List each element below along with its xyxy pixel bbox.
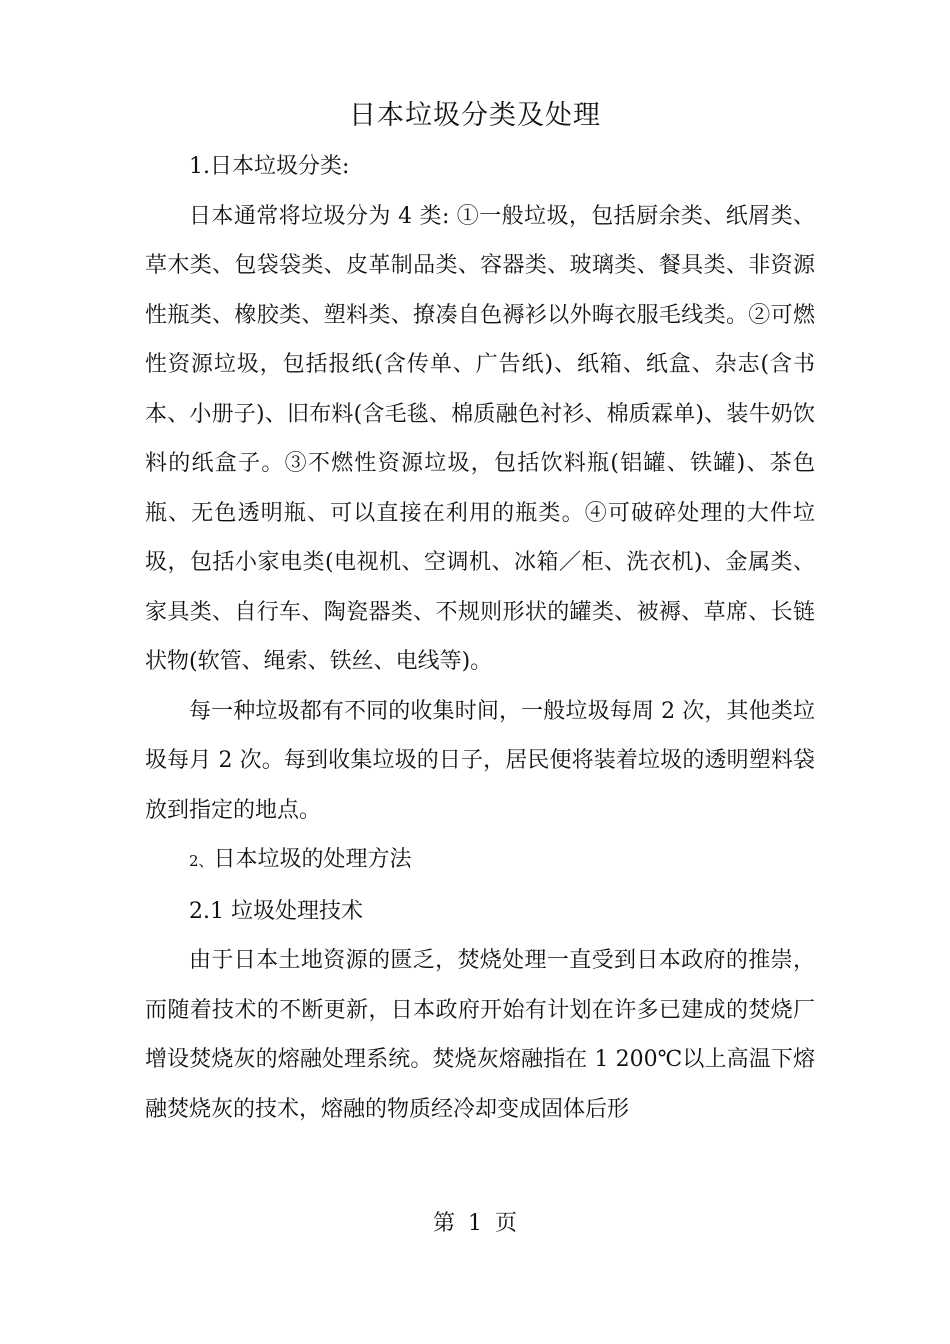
classification-paragraph: 日本通常将垃圾分为 4 类: ①一般垃圾，包括厨余类、纸屑类、草木类、包袋袋类、皮革制品类、容器类、玻璃类、餐具类、非资源性瓶类、橡胶类、塑料类、撩凑自色褥衫以外晦衣服毛线类。②可燃性资源垃圾，包括报纸(含传单、广告纸)、纸箱、纸盒、杂志(含书本、小册子)、旧布料(含毛毯、棉质融色衬衫、棉质霖单)、装牛奶饮料的纸盒子。③不燃性资源垃圾，包括饮料瓶(铝罐、铁罐)、茶色瓶、无色透明瓶、可以直接在利用的瓶类。④可破碎处理的大件垃圾，包括小家电类(电视机、空调机、冰箱／柜、洗衣机)、金属类、家具类、自行车、陶瓷器类、不规则形状的罐类、被褥、草席、长链状物(软管、绳索、铁丝、电线等)。 [145,203,815,674]
section-2-heading [145,835,815,887]
document-title: 日本垃圾分类及处理 [349,100,601,131]
section-2-1-heading: 2.1 垃圾处理技术 [189,898,363,924]
document-body [145,142,815,1134]
page-number-footer: 第 1 页 [433,1211,517,1236]
section-2-title: 日本垃圾的处理方法 [213,847,412,872]
section-2-number: 2、 [189,852,214,870]
processing-technology-paragraph: 由于日本土地资源的匮乏，焚烧处理一直受到日本政府的推崇，而随着技术的不断更新，日本政府开始有计划在许多已建成的焚烧厂增设焚烧灰的熔融处理系统。焚烧灰熔融指在 1 200℃以上高温下熔融焚烧灰的技术，熔融的物质经冷却变成固体后形 [145,948,815,1122]
section-1-heading: 1.日本垃圾分类: [189,154,350,179]
collection-time-paragraph: 每一种垃圾都有不同的收集时间，一般垃圾每周 2 次，其他类垃圾每月 2 次。每到收集垃圾的日子，居民便将装着垃圾的透明塑料袋放到指定的地点。 [145,698,815,823]
